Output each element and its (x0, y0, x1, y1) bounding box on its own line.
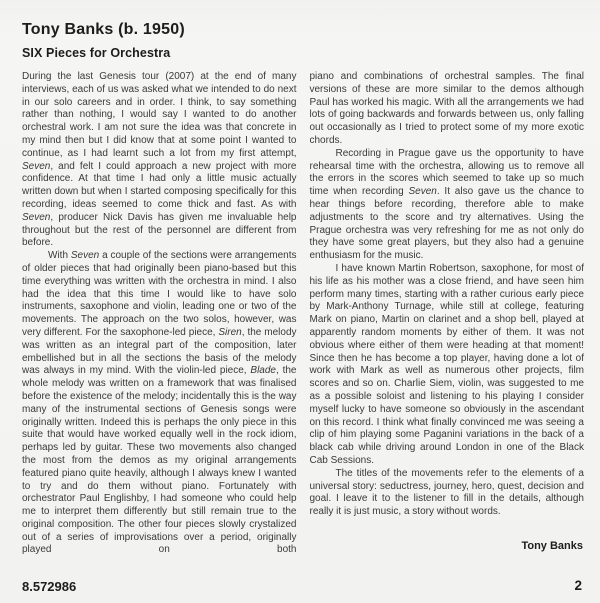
page-number: 2 (574, 578, 582, 593)
paragraph: With Seven a couple of the sections were arrangements of older pieces that had originally been piano-based but this time everything was written with the orchestra in mind. I also had the idea that this time I would like to have solo instruments, saxophone and violin, leading one or two of the movements. The approach on the two solos, however, was very different. For the saxophone-led piece, Siren, the melody was written as an integral part of the composition, later embellished but in all the sections the basis of the melody was always in my mind. With the violin-led piece, Blade, the whole melody was written on a framework that was finalised before the existence of the melody; incidentally this is the way many of the instrumental sections of Genesis songs were originally written. Indeed this is perhaps the only piece in this suite that would have worked equally well in the rock idiom, perhaps led by guitar. These two movements also changed the most from the demos as my original arrangements featured piano quite heavily, although I always knew I wanted to try and do them without piano. Fortunately with orchestrator Paul Englishby, I had someone who could help me to interpret them differently but still remain true to the original composition. The other four pieces slowly crystalized out of a series of improvisations over a period, originally played on both (22, 250, 297, 556)
page-content (22, 21, 584, 557)
paragraph: I have known Martin Robertson, saxophone, for most of his life as his mother was a close friend, and have seen him perform many times, starting with a rather curious early piece by Mark-Anthony Turnage, while still at college, featuring Mark on piano, Martin on clarinet and a shop bell, played at apparently random moments by either of them. It was not obvious where either of them were heading at that moment! Since then he has become a top player, having done a lot of work with Mark as well as numerous other projects, film scores and so on. Charlie Siem, violin, was suggested to me as a possible soloist and listening to his playing I consider myself lucky to have someone so obviously in the ascendant on this record. I think what finally convinced me was seeing a clip of him playing some Paganini variations in the back of a black cab while driving around London in one of the Black Cab Sessions. (309, 262, 584, 466)
left-column (22, 71, 297, 557)
author-signature: Tony Banks (521, 540, 583, 552)
catalog-number: 8.572986 (22, 579, 77, 594)
right-column (310, 71, 585, 557)
paragraph: During the last Genesis tour (2007) at the end of many interviews, each of us was asked what we intended to do next in our solo careers and in order. I think, to say something rather than nothing, I would say I wanted to do another orchestral work. I am not sure the idea was that concrete in my mind then but I did know that at some point I wanted to continue, as I had learnt such a lot from my first attempt, Seven, and felt I could approach a new project with more confidence. At that time I had only a little music actually written down but when I started composing specifically for this recording, ideas seemed to come thick and fast. As with Seven, producer Nick Davis has given me invaluable help throughout but the rest of the personnel are different from before. (22, 71, 297, 249)
paragraph: The titles of the movements refer to the elements of a universal story: seductress, journey, hero, quest, decision and goal. I leave it to the listener to fill in the details, although really it is just music, a story without words. (309, 467, 584, 518)
paragraph: piano and combinations of orchestral samples. The final versions of these are more similar to the demos although Paul has worked his magic. With all the arrangements we had lots of going backwards and forwards between us, only falling out occasionally as I tried to protect some of my more exotic chords. (309, 71, 584, 146)
page-title: Tony Banks (b. 1950) (22, 21, 185, 38)
paragraph: Recording in Prague gave us the opportunity to have rehearsal time with the orchestra, allowing us to remove all the errors in the scores which seemed to take up so much time when recording Seven. It also gave us the chance to hear things before recording, therefore able to make adjustments to the score and try alternatives. Using the Prague orchestra was very refreshing for me as not only do they have some great players, but they also had a genuine enthusiasm for the music. (309, 147, 584, 262)
page-subtitle: SIX Pieces for Orchestra (22, 46, 171, 60)
text-columns (22, 71, 584, 557)
